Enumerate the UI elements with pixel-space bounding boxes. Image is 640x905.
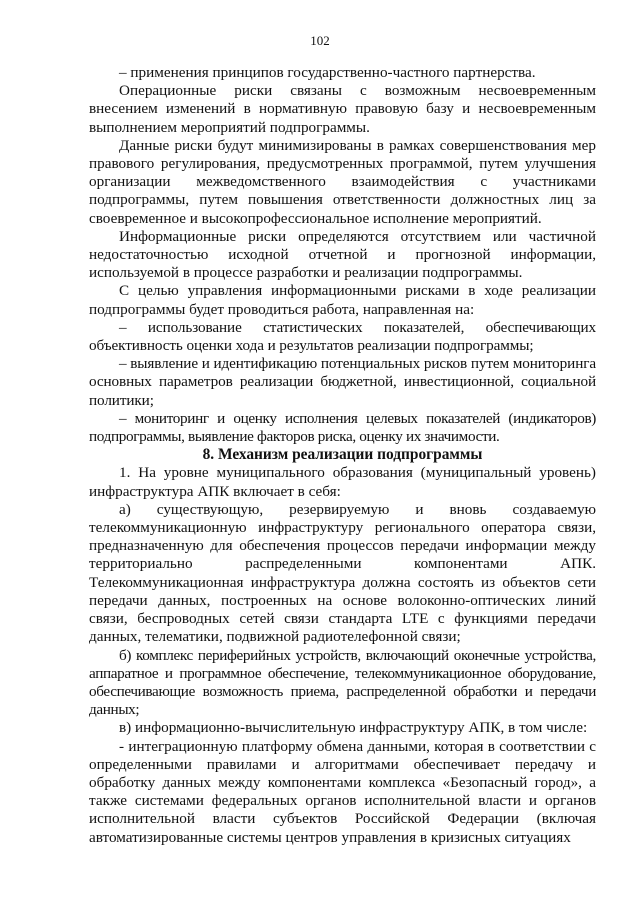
paragraph: 1. На уровне муниципального образования (муниципальный уровень) инфраструктура АПК включает в себя:	[89, 464, 596, 500]
paragraph: – применения принципов государственно-частного партнерства.	[119, 64, 536, 81]
list-item: – мониторинг и оценку исполнения целевых показателей (индикаторов) подпрограммы, выявление факторов риска, оценку их значимости.	[89, 409, 596, 446]
list-item: – использование статистических показателей, обеспечивающих объективность оценки хода и результатов реализации подпрограммы;	[89, 318, 596, 355]
document-body	[89, 64, 596, 847]
page-number: 102	[310, 33, 330, 48]
paragraph: Операционные риски связаны с возможным несвоевременным внесением изменений в нормативную правовую базу и несвоевременным выполнением мероприятий подпрограммы.	[89, 82, 596, 136]
list-item: б) комплекс периферийных устройств, включающий оконечные устройства, аппаратное и программное обеспечение, телекоммуникационное оборудование, обеспечивающие возможность приема, распределенной обработки и передачи данных;	[89, 646, 596, 719]
paragraph: Данные риски будут минимизированы в рамках совершенствования мер правового регулирования, предусмотренных программой, путем улучшения организации межведомственного взаимодействия с участниками подпрограммы, путем повышения ответственности должностных лиц за своевременное и высокопрофессиональное исполнение мероприятий.	[89, 136, 596, 227]
paragraph: Информационные риски определяются отсутствием или частичной недостаточностью исходной отчетной и прогнозной информации, используемой в процессе разработки и реализации подпрограммы.	[89, 227, 596, 282]
list-item: - интеграционную платформу обмена данными, которая в соответствии с определенными правилами и алгоритмами обеспечивает передачу и обработку данных между компонентами комплекса «Безопасный город», а также системами федеральных органов исполнительной власти и органов исполнительной власти субъектов Российской Федерации (включая автоматизированные системы центров управления в кризисных ситуациях	[89, 737, 596, 846]
list-item: в) информационно-вычислительную инфраструктуру АПК, в том числе:	[119, 719, 588, 737]
list-item: а) существующую, резервируемую и вновь создаваемую телекоммуникационную инфраструктуру регионального оператора связи, предназначенную для обеспечения процессов передачи информации между территориально распределенными компонентами АПК. Телекоммуникационная инфраструктура должна состоять из объектов сети передачи данных, построенных на основе волоконно-оптических линий связи, беспроводных сетей связи стандарта LTE с функциями передачи данных, телематики, подвижной радиотелефонной связи;	[89, 500, 596, 646]
paragraph: С целью управления информационными рисками в ходе реализации подпрограммы будет проводиться работа, направленная на:	[89, 282, 596, 318]
list-item: – выявление и идентификацию потенциальных рисков путем мониторинга основных параметров реализации бюджетной, инвестиционной, социальной политики;	[89, 355, 596, 409]
section-heading: 8. Механизм реализации подпрограммы	[202, 446, 483, 464]
